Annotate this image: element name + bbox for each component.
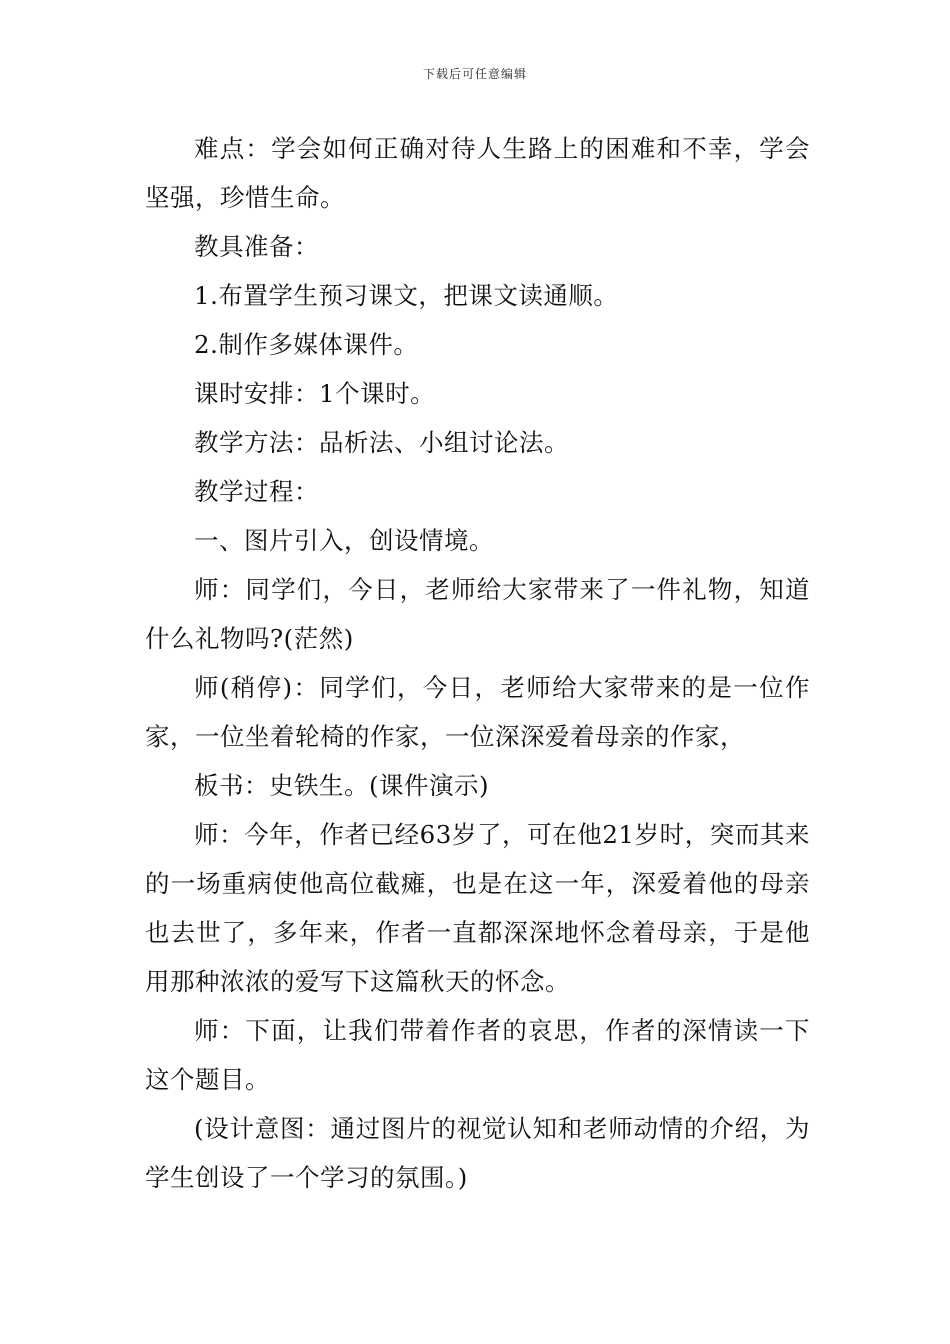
document-body <box>145 124 810 1202</box>
paragraph-teacher-2: 师(稍停)：同学们，今日，老师给大家带来的是一位作家，一位坐着轮椅的作家，一位深深爱着母亲的作家， <box>145 673 810 751</box>
paragraph-design-intent: (设计意图：通过图片的视觉认知和老师动情的介绍，为学生创设了一个学习的氛围。) <box>145 1114 810 1192</box>
paragraph-step-one: 一、图片引入，创设情境。 <box>194 526 494 555</box>
header-note: 下载后可任意编辑 <box>422 67 527 81</box>
paragraph-teacher-3: 师：今年，作者已经63岁了，可在他21岁时，突而其来的一场重病使他高位截瘫，也是在这一年，深爱着他的母亲也去世了，多年来，作者一直都深深地怀念着母亲，于是他用那种浓浓的爱写下这篇秋天的怀念。 <box>145 820 810 996</box>
paragraph-schedule: 课时安排：1个课时。 <box>194 379 436 408</box>
paragraph-process-heading: 教学过程： <box>194 477 319 506</box>
paragraph-methods: 教学方法：品析法、小组讨论法。 <box>194 428 569 457</box>
paragraph-blackboard: 板书：史铁生。(课件演示) <box>194 771 490 800</box>
paragraph-teacher-4: 师：下面，让我们带着作者的哀思，作者的深情读一下这个题目。 <box>145 1016 810 1094</box>
paragraph-teacher-1: 师：同学们，今日，老师给大家带来了一件礼物，知道什么礼物吗?(茫然) <box>145 575 810 653</box>
paragraph-difficulty: 难点：学会如何正确对待人生路上的困难和不幸，学会坚强，珍惜生命。 <box>145 134 810 212</box>
paragraph-materials-1: 1.布置学生预习课文，把课文读通顺。 <box>194 281 619 310</box>
paragraph-materials-2: 2.制作多媒体课件。 <box>194 330 419 359</box>
paragraph-materials-heading: 教具准备： <box>194 232 319 261</box>
